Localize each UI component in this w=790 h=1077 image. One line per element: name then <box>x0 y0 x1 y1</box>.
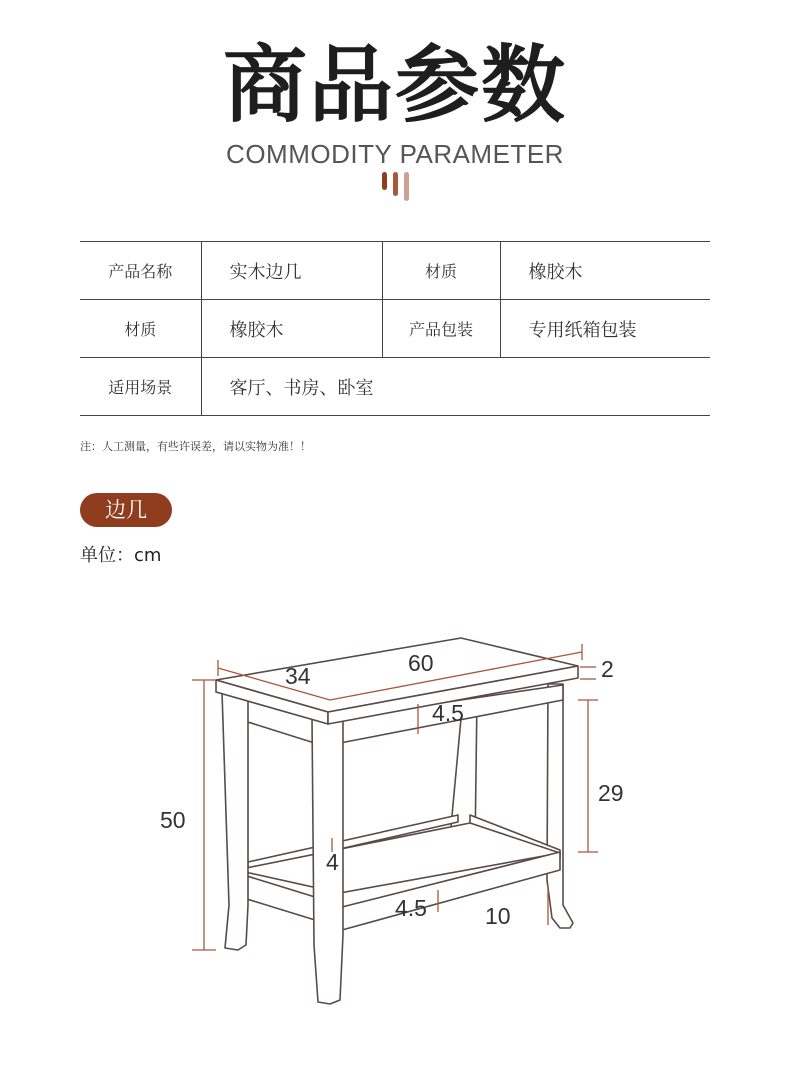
unit-label: 单位：cm <box>80 545 162 566</box>
section-label: 边几 <box>80 493 172 527</box>
page-subtitle: COMMODITY PARAMETER <box>226 139 564 169</box>
param-value: 实木边几 <box>201 242 382 300</box>
dimension-label: 10 <box>485 903 511 929</box>
dimension-label: 2 <box>601 656 614 682</box>
dimension-label: 60 <box>408 650 434 676</box>
param-value: 橡胶木 <box>500 242 710 300</box>
dimension-label: 29 <box>598 780 624 806</box>
page-title: 商品参数 <box>222 35 567 134</box>
dimension-label: 4.5 <box>395 895 427 921</box>
dimension-label: 4 <box>326 849 339 875</box>
param-value: 专用纸箱包装 <box>500 300 710 358</box>
param-label: 产品包装 <box>382 300 500 358</box>
param-label: 适用场景 <box>80 358 201 416</box>
param-label: 产品名称 <box>80 242 201 300</box>
table-leg <box>222 692 248 950</box>
param-label: 材质 <box>80 300 201 358</box>
dimension-label: 4.5 <box>432 700 464 726</box>
dimension-label: 50 <box>160 807 186 833</box>
table-leg <box>547 684 573 928</box>
param-label: 材质 <box>382 242 500 300</box>
dimension-label: 34 <box>285 663 311 689</box>
param-value: 客厅、书房、卧室 <box>201 358 710 416</box>
param-value: 橡胶木 <box>201 300 382 358</box>
disclaimer-note: 注：人工测量，有些许误差，请以实物为准！！ <box>80 440 311 453</box>
